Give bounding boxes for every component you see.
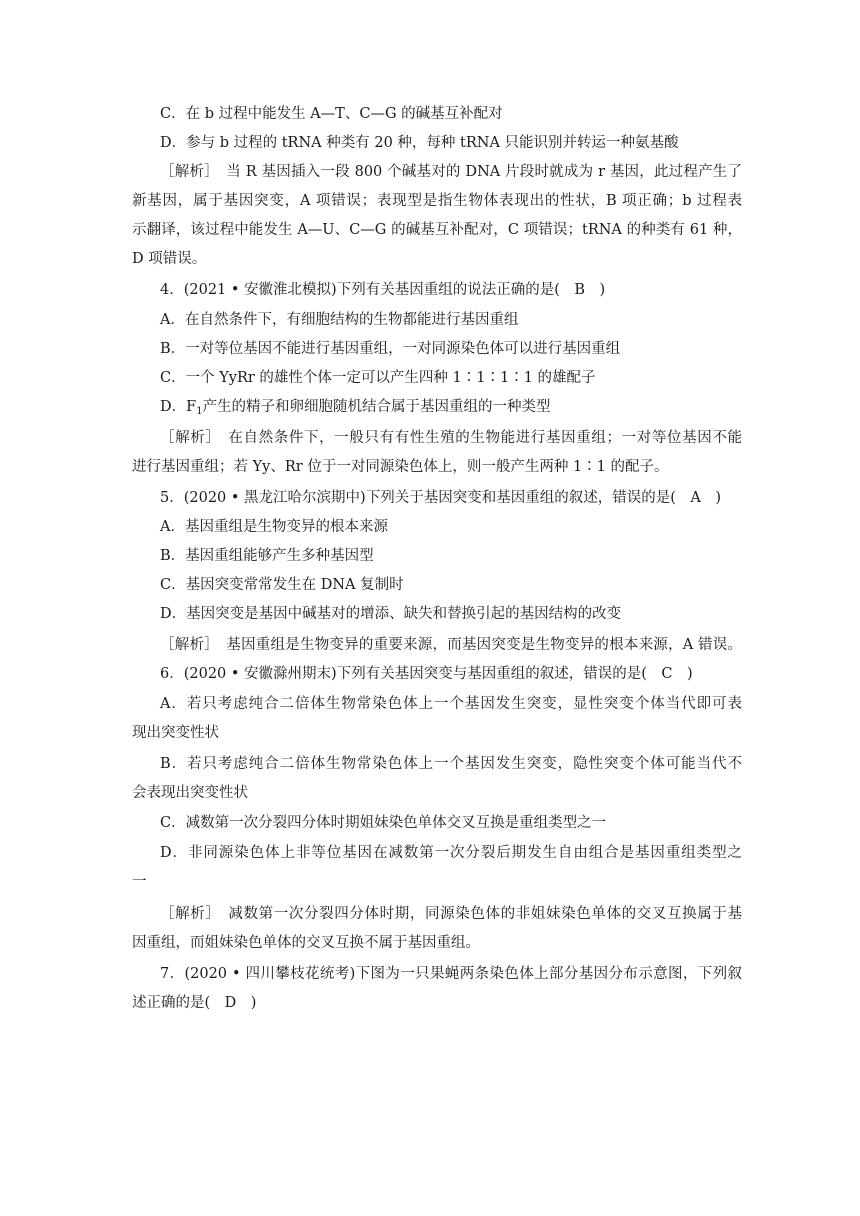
q3-explanation-line-2: 新基因，属于基因突变，A 项错误；表现型是指生物体表现出的性状，B 项正确；b 过程表	[132, 193, 742, 209]
q5-option-c: C．基因突变常常发生在 DNA 复制时	[160, 577, 404, 593]
q4-explanation-line-2: 进行基因重组；若 Yy、Rr 位于一对同源染色体上，则一般产生两种 1∶1 的配子。	[132, 459, 669, 475]
q3-option-c: C．在 b 过程中能发生 A—T、C—G 的碱基互补配对	[160, 106, 503, 122]
explanation-tag: ［解析］	[160, 430, 214, 446]
q5-option-b: B．基因重组能够产生多种基因型	[160, 548, 374, 564]
q4-option-c: C．一个 YyRr 的雄性个体一定可以产生四种 1∶1∶1∶1 的雄配子	[160, 370, 596, 386]
q5-option-d: D．基因突变是基因中碱基对的增添、缺失和替换引起的基因结构的改变	[160, 606, 622, 622]
q6-option-c: C．减数第一次分裂四分体时期姐妹染色单体交叉互换是重组类型之一	[160, 815, 607, 831]
q5-stem: 5．(2020 • 黑龙江哈尔滨期中)下列关于基因突变和基因重组的叙述，错误的是( A )	[160, 490, 721, 506]
explanation-tag: ［解析］	[160, 637, 212, 653]
q5-explanation-line-1: ［解析］ 基因重组是生物变异的重要来源，而基因突变是生物变异的根本来源，A 错误。	[160, 637, 743, 653]
q6-option-a-line-1: A．若只考虑纯合二倍体生物常染色体上一个基因发生突变，显性突变个体当代即可表	[160, 696, 742, 712]
q3-option-d: D．参与 b 过程的 tRNA 种类有 20 种，每种 tRNA 只能识别并转运一种氨基酸	[160, 135, 679, 151]
subscript: 1	[196, 406, 203, 417]
q6-option-b-line-1: B．若只考虑纯合二倍体生物常染色体上一个基因发生突变，隐性突变个体可能当代不	[160, 756, 742, 772]
q3-explanation-line-3: 示翻译，该过程中能发生 A—U、C—G 的碱基互补配对，C 项错误；tRNA 的种类有 61 种，	[132, 222, 742, 238]
explanation-tag: ［解析］	[160, 164, 212, 180]
q4-stem: 4．(2021 • 安徽淮北模拟)下列有关基因重组的说法正确的是( B )	[160, 282, 606, 298]
q4-option-d: D．$F_1$产生的精子和卵细胞随机结合属于基因重组的一种类型	[160, 399, 551, 417]
q4-option-a: A．在自然条件下，有细胞结构的生物都能进行基因重组	[160, 312, 519, 328]
q6-option-d-line-1: D．非同源染色体上非等位基因在减数第一次分裂后期发生自由组合是基因重组类型之	[160, 845, 742, 861]
q6-explanation-line-1: ［解析］ 减数第一次分裂四分体时期，同源染色体的非姐妹染色单体的交叉互换属于基	[160, 906, 742, 922]
q6-option-b-line-2: 会表现出突变性状	[132, 785, 248, 801]
q3-explanation-line-4: D 项错误。	[132, 251, 207, 267]
q7-stem-line-1: 7．(2020 • 四川攀枝花统考)下图为一只果蝇两条染色体上部分基因分布示意图，下列叙	[160, 966, 742, 982]
q5-option-a: A．基因重组是生物变异的根本来源	[160, 519, 388, 535]
q6-explanation-line-2: 因重组，而姐妹染色单体的交叉互换不属于基因重组。	[132, 935, 480, 951]
q7-stem-line-2: 述正确的是( D )	[132, 995, 257, 1011]
q4-explanation-line-1: ［解析］ 在自然条件下，一般只有有性生殖的生物能进行基因重组；一对等位基因不能	[160, 430, 742, 446]
q3-explanation-line-1: ［解析］ 当 R 基因插入一段 800 个碱基对的 DNA 片段时就成为 r 基因，此过程产生了	[160, 164, 742, 180]
q4-option-b: B．一对等位基因不能进行基因重组，一对同源染色体可以进行基因重组	[160, 341, 621, 357]
q6-option-d-line-2: 一	[132, 874, 147, 890]
q6-option-a-line-2: 现出突变性状	[132, 725, 219, 741]
explanation-tag: ［解析］	[160, 906, 214, 922]
q6-stem: 6．(2020 • 安徽滁州期末)下列有关基因突变与基因重组的叙述，错误的是( C )	[160, 666, 693, 682]
